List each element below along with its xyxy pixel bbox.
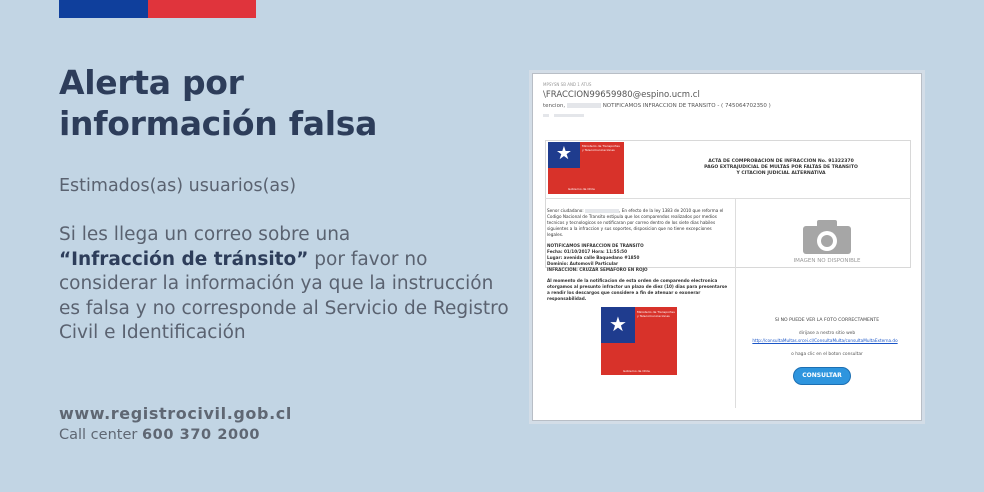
fake-email-screenshot — [532, 73, 922, 421]
logo-ministry-text: Ministerio de Transportes y Telecomunicaciones — [582, 144, 620, 152]
contact-footer — [59, 404, 292, 443]
phishing-link[interactable]: http://consultaMultas.srcei.cl/ConsultaMulta/consultaMultaExterna.do — [752, 338, 898, 343]
notice-date: Fecha: 01/10/2017 Hora: 11:55:50 — [547, 249, 628, 254]
redacted-block — [554, 114, 584, 117]
column-divider — [735, 198, 736, 408]
website-instruction: dirijase a nestro sitio web — [798, 331, 856, 336]
alert-title-line-1: Alerta por — [59, 63, 244, 102]
image-unavailable-label: IMAGEN NO DISPONIBLE — [793, 258, 861, 264]
email-subject-prefix: tencion, — [543, 103, 566, 109]
acta-title-line-2: PAGO EXTRAJUDICIAL DE MULTAS POR FALTAS DE TRANSITO — [704, 165, 858, 170]
email-recipient — [543, 112, 913, 120]
callcenter-label: Call center — [59, 427, 142, 443]
notice-legal-text: , En efecto de la ley 1383 de 2010 que reforma el Codigo Nacional de Transito estipula que los comparendos realizados por medios tecnicos y tecnologicos se notificaran por correo dentro de los siete dias habiles siguientes a la infraccion y sus soportes, disposicion que no tiene excepciones legales. — [547, 208, 724, 237]
alert-message-part-1: Si les llega un correo sobre una — [59, 224, 351, 245]
alert-message-part-2: por favor no considerar la información ya que la instrucción es falsa y no corresponde al Servicio de Registro Civil e Identificación — [59, 248, 509, 343]
redacted-block — [543, 114, 549, 117]
section-divider — [545, 198, 911, 199]
camera-icon — [803, 220, 851, 254]
no-photo-text: SI NO PUEDE VER LA FOTO CORRECTAMENTE — [774, 318, 880, 323]
star-icon: ★ — [609, 312, 627, 336]
alert-message — [59, 223, 519, 346]
flag-bar — [59, 0, 256, 18]
acta-title-line-3: Y CITACION JUDICIAL ALTERNATIVA — [736, 171, 826, 176]
alert-message-highlight: “Infracción de tránsito” — [59, 248, 309, 270]
website-link[interactable]: www.registrocivil.gob.cl — [59, 404, 292, 423]
callcenter-number: 600 370 2000 — [141, 427, 261, 443]
email-subject-text: NOTIFICAMOS INFRACCION DE TRANSITO - ( 745064702350 ) — [602, 103, 771, 109]
notice-salutation: Senor ciudadano: — [547, 208, 584, 213]
notice-paragraph — [547, 208, 729, 238]
logo-foot-text: Gobierno de Chile — [623, 369, 650, 373]
notice-infraction: INFRACCION: CRUZAR SEMAFORO EN ROJO — [547, 267, 648, 272]
alert-title — [59, 62, 519, 144]
redacted-block — [567, 103, 601, 108]
acta-title — [656, 159, 906, 177]
government-logo — [601, 307, 677, 375]
flag-red-stripe — [148, 0, 256, 18]
redacted-block — [585, 209, 619, 213]
notice-domain: Dominio: Automovil Particular — [547, 261, 619, 266]
notice-heading: NOTIFICAMOS INFRACCION DE TRANSITO — [547, 243, 644, 248]
alert-title-line-2: información falsa — [59, 104, 378, 143]
photo-placeholder — [743, 220, 911, 264]
government-logo — [548, 142, 624, 194]
infraction-notice — [547, 208, 729, 375]
consultar-button[interactable]: CONSULTAR — [793, 367, 851, 385]
notice-place: Lugar: avenida calle Baquedano #1850 — [547, 255, 640, 260]
button-instruction: o haga clic en el boton consultar — [791, 352, 863, 357]
alert-content — [59, 62, 519, 346]
logo-ministry-text: Ministerio de Transportes y Telecomunicaciones — [637, 310, 675, 318]
email-meta: MPSYSN SB AND 1 ATUS — [543, 82, 592, 87]
email-subject — [543, 101, 913, 112]
greeting: Estimados(as) usuarios(as) — [59, 176, 297, 196]
email-header — [533, 74, 921, 120]
email-from: \FRACCION99659980@espino.ucm.cl — [543, 90, 700, 100]
star-icon: ★ — [555, 143, 573, 164]
logo-foot-text: Gobierno de Chile — [568, 187, 595, 191]
flag-blue-stripe — [59, 0, 148, 18]
notice-deadline: Al momento de la notificacion de esta orden de comparendo electronica otorgamos al presunto infractor un plazo de diez (10) dias para presentarse a rendir los descargos que considere a fin de atenuar o exonerar responsabilidad. — [547, 278, 728, 301]
acta-title-line-1: ACTA DE COMPROBACION DE INFRACCION No. 91322370 — [708, 159, 854, 164]
notice-details — [547, 243, 729, 273]
callcenter — [59, 427, 292, 443]
